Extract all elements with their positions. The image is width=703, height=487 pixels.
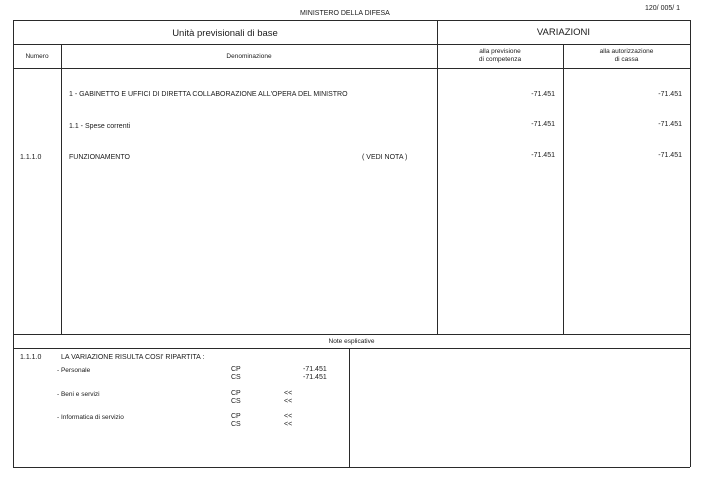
- notes-cs-label: CS: [231, 398, 241, 405]
- row-denomination: 1.1 - Spese correnti: [69, 123, 131, 130]
- row-competence-value: -71.451: [531, 121, 555, 128]
- notes-cp-label: CP: [231, 366, 241, 373]
- notes-cp-value: -71.451: [303, 366, 327, 373]
- ministry-title: MINISTERO DELLA DIFESA: [300, 10, 390, 17]
- page-reference: 120/ 005/ 1: [645, 5, 681, 12]
- notes-cs-value: -71.451: [303, 374, 327, 381]
- notes-cp-value: <<: [284, 390, 293, 397]
- row-cash-value: -71.451: [658, 91, 682, 98]
- column-number-header: Numero: [25, 53, 49, 60]
- notes-heading: LA VARIAZIONE RISULTA COSI' RIPARTITA :: [61, 354, 205, 361]
- notes-cs-value: <<: [284, 421, 293, 428]
- row-number: 1.1.1.0: [20, 154, 42, 161]
- notes-cs-label: CS: [231, 421, 241, 428]
- column-cash-header: alla autorizzazione di cassa: [599, 48, 654, 63]
- column-competence-header: alla previsione di competenza: [478, 48, 522, 63]
- row-note-reference: ( VEDI NOTA ): [362, 154, 408, 161]
- notes-cp-label: CP: [231, 390, 241, 397]
- notes-cp-label: CP: [231, 413, 241, 420]
- group-header: Unità previsionali di base: [172, 28, 278, 39]
- notes-item-label: - Informatica di servizio: [57, 414, 124, 421]
- notes-item-label: - Beni e servizi: [57, 391, 100, 398]
- notes-item-label: - Personale: [57, 367, 91, 374]
- row-cash-value: -71.451: [658, 121, 682, 128]
- notes-code: 1.1.1.0: [20, 354, 42, 361]
- notes-cs-value: <<: [284, 398, 293, 405]
- row-competence-value: -71.451: [531, 91, 555, 98]
- notes-title: Note esplicative: [328, 338, 375, 345]
- row-competence-value: -71.451: [531, 152, 555, 159]
- row-cash-value: -71.451: [658, 152, 682, 159]
- variations-header: VARIAZIONI: [536, 27, 591, 38]
- column-denomination-header: Denominazione: [226, 53, 272, 60]
- notes-cs-label: CS: [231, 374, 241, 381]
- row-denomination: 1 - GABINETTO E UFFICI DI DIRETTA COLLABORAZIONE ALL'OPERA DEL MINISTRO: [69, 91, 348, 98]
- notes-cp-value: <<: [284, 413, 293, 420]
- row-denomination: FUNZIONAMENTO: [69, 154, 130, 161]
